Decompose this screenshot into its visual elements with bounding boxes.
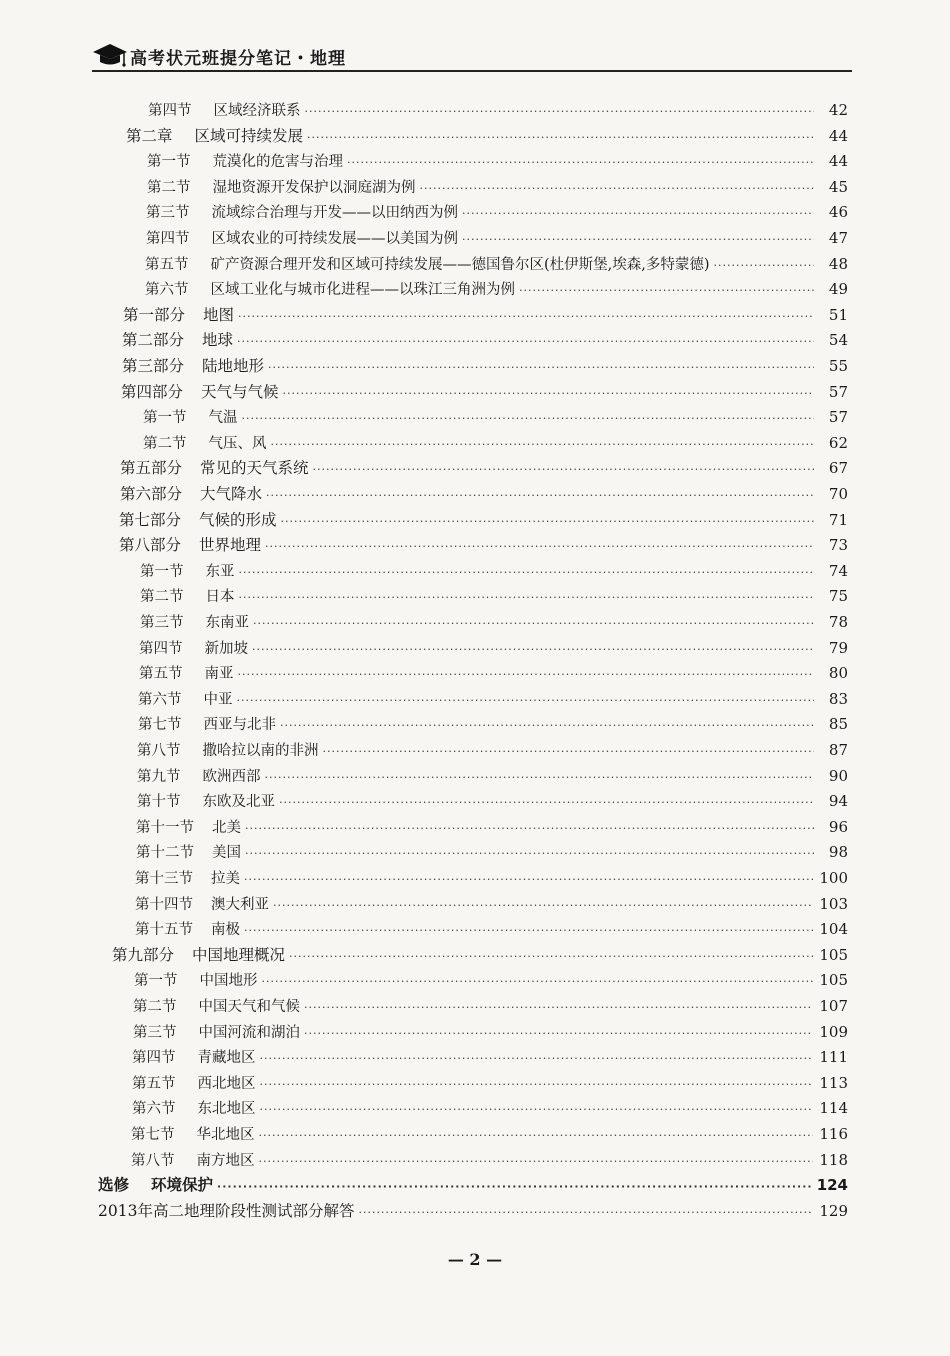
leader-dots bbox=[259, 1124, 814, 1148]
toc-entry-number: 第十一节 bbox=[136, 819, 194, 836]
toc-entry-title: 中国地形 bbox=[199, 973, 258, 990]
toc-entry-number: 选修 bbox=[98, 1176, 130, 1195]
toc-entry-title: 区域经济联系 bbox=[213, 103, 301, 119]
toc-entry-title: 美国 bbox=[212, 845, 241, 862]
toc-entry-page: 114 bbox=[819, 1099, 848, 1118]
toc-entry-page: 47 bbox=[828, 229, 848, 247]
toc-entry-page: 116 bbox=[819, 1125, 848, 1143]
leader-dots bbox=[253, 612, 814, 636]
toc-entry-title: 2013年高二地理阶段性测试部分解答 bbox=[98, 1201, 355, 1220]
toc-entry-number: 第十节 bbox=[137, 794, 181, 811]
toc-entry-page: 42 bbox=[828, 101, 848, 119]
toc-entry-number: 第二节 bbox=[133, 999, 177, 1015]
toc-entry bbox=[132, 1045, 848, 1069]
toc-entry bbox=[137, 764, 848, 788]
toc-entry-number: 第四节 bbox=[139, 640, 183, 657]
toc-entry-page: 51 bbox=[828, 305, 848, 324]
toc-entry-number: 第一节 bbox=[147, 154, 191, 171]
toc-entry-number: 第七部分 bbox=[119, 510, 182, 529]
toc-entry-number: 第七节 bbox=[138, 717, 182, 734]
leader-dots bbox=[305, 100, 815, 124]
toc-entry-page: 70 bbox=[828, 485, 848, 503]
toc-entry-title: 东欧及北亚 bbox=[202, 794, 275, 811]
leader-dots bbox=[259, 1150, 814, 1174]
toc-entry-number: 第六节 bbox=[138, 691, 182, 708]
toc-entry bbox=[135, 866, 848, 890]
graduation-cap-icon bbox=[92, 42, 128, 68]
toc-entry bbox=[132, 1071, 848, 1095]
toc-entry-title: 南极 bbox=[211, 922, 240, 939]
toc-entry-page: 111 bbox=[819, 1048, 848, 1067]
toc-entry-title: 区域可持续发展 bbox=[194, 126, 304, 145]
toc-entry-title: 中国天气和气候 bbox=[198, 999, 300, 1015]
toc-entry bbox=[122, 328, 848, 352]
toc-entry-number: 第六部分 bbox=[120, 485, 183, 503]
toc-entry-number: 第二节 bbox=[140, 589, 184, 606]
toc-entry bbox=[133, 1020, 848, 1044]
toc-entry-title: 地球 bbox=[202, 331, 234, 350]
toc-entry-number: 第十五节 bbox=[135, 922, 193, 939]
toc-entry-number: 第二章 bbox=[126, 126, 173, 145]
toc-entry bbox=[140, 584, 848, 608]
leader-dots bbox=[307, 126, 814, 150]
toc-entry-number: 第十二节 bbox=[136, 845, 194, 862]
leader-dots bbox=[260, 1098, 814, 1122]
toc-entry bbox=[135, 892, 848, 916]
leader-dots bbox=[239, 586, 815, 610]
toc-entry-number: 第四节 bbox=[132, 1050, 176, 1067]
page-number: — 2 — bbox=[447, 1250, 503, 1269]
toc-entry-title: 西北地区 bbox=[197, 1075, 256, 1092]
toc-entry-title: 常见的天气系统 bbox=[200, 459, 309, 478]
toc-entry-page: 94 bbox=[828, 792, 848, 811]
toc-entry-page: 74 bbox=[828, 561, 848, 580]
leader-dots bbox=[313, 458, 814, 482]
leader-dots bbox=[237, 689, 815, 713]
toc-entry bbox=[136, 840, 848, 864]
toc-entry-page: 83 bbox=[828, 689, 848, 708]
toc-entry-title: 欧洲西部 bbox=[202, 768, 261, 785]
toc-entry-page: 105 bbox=[819, 945, 848, 964]
toc-entry-number: 第一部分 bbox=[123, 305, 186, 324]
toc-entry-title: 新加坡 bbox=[204, 640, 248, 657]
toc-entry bbox=[98, 1199, 848, 1223]
toc-entry-page: 87 bbox=[828, 741, 848, 759]
toc-entry-title: 北美 bbox=[212, 819, 241, 836]
toc-entry-number: 第六节 bbox=[145, 282, 189, 299]
toc-entry-title: 中国地理概况 bbox=[192, 945, 286, 964]
leader-dots bbox=[260, 1073, 814, 1097]
toc-entry-number: 第一节 bbox=[143, 410, 187, 427]
header-rule bbox=[92, 70, 852, 72]
toc-entry-title: 青藏地区 bbox=[197, 1050, 256, 1067]
toc-entry-page: 124 bbox=[816, 1176, 848, 1195]
leader-dots bbox=[714, 254, 814, 278]
toc-entry bbox=[140, 559, 848, 583]
toc-entry-number: 第二节 bbox=[143, 435, 187, 452]
toc-entry-title: 拉美 bbox=[211, 871, 240, 887]
toc-entry-number: 第九节 bbox=[137, 768, 181, 785]
toc-entry bbox=[146, 200, 848, 224]
leader-dots bbox=[239, 561, 815, 585]
toc-entry-page: 49 bbox=[828, 280, 848, 299]
toc-entry bbox=[134, 968, 848, 992]
leader-dots bbox=[268, 356, 814, 380]
leader-dots bbox=[260, 1047, 814, 1071]
toc-entry bbox=[136, 815, 848, 839]
running-header bbox=[92, 40, 872, 74]
leader-dots bbox=[462, 228, 814, 252]
leader-dots bbox=[265, 766, 815, 790]
toc-entry-page: 129 bbox=[819, 1201, 848, 1220]
toc-entry-title: 东北地区 bbox=[197, 1101, 256, 1118]
toc-entry bbox=[119, 533, 848, 557]
toc-entry bbox=[138, 687, 848, 711]
toc-entry-number: 第五节 bbox=[132, 1075, 176, 1092]
toc-entry-title: 环境保护 bbox=[151, 1176, 214, 1195]
leader-dots bbox=[244, 919, 813, 943]
toc-entry-number: 第八节 bbox=[137, 743, 181, 759]
toc-entry-number: 第八节 bbox=[131, 1152, 175, 1169]
toc-entry-number: 第五节 bbox=[139, 666, 183, 683]
toc-entry-page: 73 bbox=[828, 536, 848, 555]
toc-entry-number: 第二部分 bbox=[122, 331, 185, 350]
toc-entry-page: 57 bbox=[828, 382, 848, 401]
toc-entry-title: 气温 bbox=[208, 410, 238, 427]
toc-entry-number: 第五节 bbox=[145, 256, 189, 273]
leader-dots bbox=[283, 382, 814, 406]
toc-entry bbox=[145, 252, 848, 276]
leader-dots bbox=[266, 484, 814, 508]
toc-entry-title: 大气降水 bbox=[200, 485, 263, 503]
toc-entry bbox=[139, 661, 848, 685]
leader-dots bbox=[217, 1175, 811, 1199]
toc-entry-title: 地图 bbox=[203, 305, 235, 324]
toc-entry-title: 东亚 bbox=[205, 563, 235, 580]
toc-entry-page: 103 bbox=[819, 894, 848, 913]
toc-entry bbox=[126, 124, 848, 148]
toc-entry-number: 第三节 bbox=[133, 1024, 177, 1041]
toc-entry-page: 113 bbox=[819, 1073, 848, 1092]
toc-entry-number: 第三部分 bbox=[122, 357, 185, 375]
leader-dots bbox=[273, 894, 813, 918]
toc-entry-page: 48 bbox=[828, 254, 848, 273]
toc-entry bbox=[146, 226, 848, 250]
toc-entry-title: 矿产资源合理开发和区域可持续发展——德国鲁尔区(杜伊斯堡,埃森,多特蒙德) bbox=[210, 256, 710, 273]
leader-dots bbox=[244, 868, 813, 892]
toc-entry bbox=[138, 712, 848, 736]
toc-entry bbox=[145, 277, 848, 301]
toc-entry-title: 区域农业的可持续发展——以美国为例 bbox=[211, 231, 458, 247]
leader-dots bbox=[420, 177, 815, 201]
leader-dots bbox=[289, 945, 813, 969]
leader-dots bbox=[281, 510, 814, 534]
book-title: 高考状元班提分笔记・地理 bbox=[130, 49, 346, 69]
toc-entry-title: 日本 bbox=[205, 589, 235, 606]
toc-entry bbox=[98, 1173, 848, 1197]
toc-entry-page: 44 bbox=[828, 126, 848, 145]
toc-entry-page: 107 bbox=[819, 997, 848, 1015]
toc-entry-title: 华北地区 bbox=[196, 1127, 255, 1143]
toc-entry-number: 第五部分 bbox=[120, 459, 183, 478]
toc-entry bbox=[132, 1096, 848, 1120]
toc-entry-title: 气候的形成 bbox=[199, 510, 277, 529]
toc-entry bbox=[133, 994, 848, 1018]
toc-entry-title: 东南亚 bbox=[205, 615, 249, 631]
toc-entry bbox=[143, 405, 848, 429]
toc-entry bbox=[148, 98, 848, 122]
toc-entry-number: 第十三节 bbox=[135, 871, 193, 887]
toc-entry-title: 区域工业化与城市化进程——以珠江三角洲为例 bbox=[210, 282, 515, 299]
toc-entry-title: 南方地区 bbox=[196, 1152, 255, 1169]
toc-entry-page: 44 bbox=[828, 152, 848, 171]
toc-entry-page: 45 bbox=[828, 177, 848, 196]
toc-entry-number: 第一节 bbox=[140, 563, 184, 580]
toc-entry-page: 57 bbox=[828, 408, 848, 427]
toc-entry-page: 71 bbox=[828, 510, 848, 529]
toc-entry-title: 中亚 bbox=[203, 691, 233, 708]
toc-entry bbox=[112, 943, 848, 967]
toc-entry-page: 67 bbox=[828, 459, 848, 478]
toc-entry-page: 109 bbox=[819, 1022, 848, 1041]
leader-dots bbox=[304, 1022, 813, 1046]
toc-entry-number: 第九部分 bbox=[112, 945, 175, 964]
toc-entry-title: 荒漠化的危害与治理 bbox=[212, 154, 343, 171]
toc-entry-number: 第二节 bbox=[147, 179, 191, 196]
leader-dots bbox=[280, 714, 814, 738]
toc-entry-title: 世界地理 bbox=[199, 536, 262, 555]
leader-dots bbox=[358, 1201, 813, 1225]
toc-entry-title: 撒哈拉以南的非洲 bbox=[202, 743, 319, 759]
leader-dots bbox=[238, 305, 814, 329]
toc-entry-page: 75 bbox=[828, 587, 848, 606]
leader-dots bbox=[252, 638, 814, 662]
toc-entry-number: 第四部分 bbox=[121, 382, 184, 401]
toc-entry bbox=[131, 1148, 848, 1172]
toc-entry bbox=[137, 738, 848, 762]
toc-entry-title: 陆地地形 bbox=[202, 357, 265, 375]
toc-entry bbox=[120, 482, 848, 506]
leader-dots bbox=[279, 791, 814, 815]
leader-dots bbox=[323, 740, 815, 764]
leader-dots bbox=[245, 817, 814, 841]
toc-entry-number: 第六节 bbox=[132, 1101, 176, 1118]
toc-entry-number: 第四节 bbox=[148, 103, 192, 119]
toc-entry-page: 96 bbox=[828, 817, 848, 836]
leader-dots bbox=[245, 842, 814, 866]
toc-entry-title: 湿地资源开发保护以洞庭湖为例 bbox=[212, 179, 416, 196]
toc-entry-page: 105 bbox=[819, 971, 848, 990]
toc-entry-page: 55 bbox=[828, 357, 848, 375]
toc-entry-number: 第一节 bbox=[134, 973, 178, 990]
toc-entry-page: 98 bbox=[828, 843, 848, 862]
leader-dots bbox=[237, 330, 814, 354]
toc-entry-page: 90 bbox=[828, 766, 848, 785]
toc-entry-page: 54 bbox=[828, 331, 848, 350]
toc-entry-title: 气压、风 bbox=[208, 435, 267, 452]
toc-entry-title: 西亚与北非 bbox=[203, 717, 276, 734]
toc-entry-page: 118 bbox=[819, 1150, 848, 1169]
toc-entry bbox=[122, 354, 848, 378]
toc-entry bbox=[135, 917, 848, 941]
toc-entry-number: 第三节 bbox=[146, 205, 190, 222]
leader-dots bbox=[265, 535, 814, 559]
toc-entry-title: 澳大利亚 bbox=[211, 896, 269, 913]
toc-entry-number: 第三节 bbox=[140, 615, 184, 631]
toc-entry bbox=[131, 1122, 848, 1146]
toc-entry-page: 79 bbox=[828, 638, 848, 657]
leader-dots bbox=[271, 433, 815, 457]
leader-dots bbox=[462, 202, 814, 226]
leader-dots bbox=[238, 663, 815, 687]
toc-entry-page: 46 bbox=[828, 203, 848, 222]
toc-entry-number: 第四节 bbox=[146, 231, 190, 247]
leader-dots bbox=[242, 407, 815, 431]
leader-dots bbox=[304, 996, 813, 1020]
toc-entry-title: 中国河流和湖泊 bbox=[198, 1024, 300, 1041]
toc-entry-title: 天气与气候 bbox=[201, 382, 279, 401]
toc-entry-page: 62 bbox=[828, 433, 848, 452]
leader-dots bbox=[347, 151, 814, 175]
toc-entry bbox=[147, 175, 848, 199]
toc-entry bbox=[121, 380, 848, 404]
toc-entry bbox=[140, 610, 848, 634]
toc-entry-title: 南亚 bbox=[204, 666, 234, 683]
toc-entry-page: 78 bbox=[828, 613, 848, 631]
toc-entry bbox=[119, 508, 848, 532]
toc-entry bbox=[139, 636, 848, 660]
toc-entry-number: 第七节 bbox=[131, 1127, 175, 1143]
toc-entry-number: 第八部分 bbox=[119, 536, 182, 555]
leader-dots bbox=[519, 279, 814, 303]
toc-entry-title: 流域综合治理与开发——以田纳西为例 bbox=[211, 205, 458, 222]
toc-entry-page: 85 bbox=[828, 715, 848, 734]
toc-entry bbox=[123, 303, 848, 327]
toc-entry bbox=[137, 789, 848, 813]
toc-entry-number: 第十四节 bbox=[135, 896, 193, 913]
toc-entry-page: 104 bbox=[819, 920, 848, 939]
toc-entry-page: 80 bbox=[828, 664, 848, 683]
toc-entry-page: 100 bbox=[819, 869, 848, 887]
toc-entry bbox=[120, 456, 848, 480]
toc-entry bbox=[143, 431, 848, 455]
leader-dots bbox=[262, 970, 814, 994]
toc-entry bbox=[147, 149, 848, 173]
